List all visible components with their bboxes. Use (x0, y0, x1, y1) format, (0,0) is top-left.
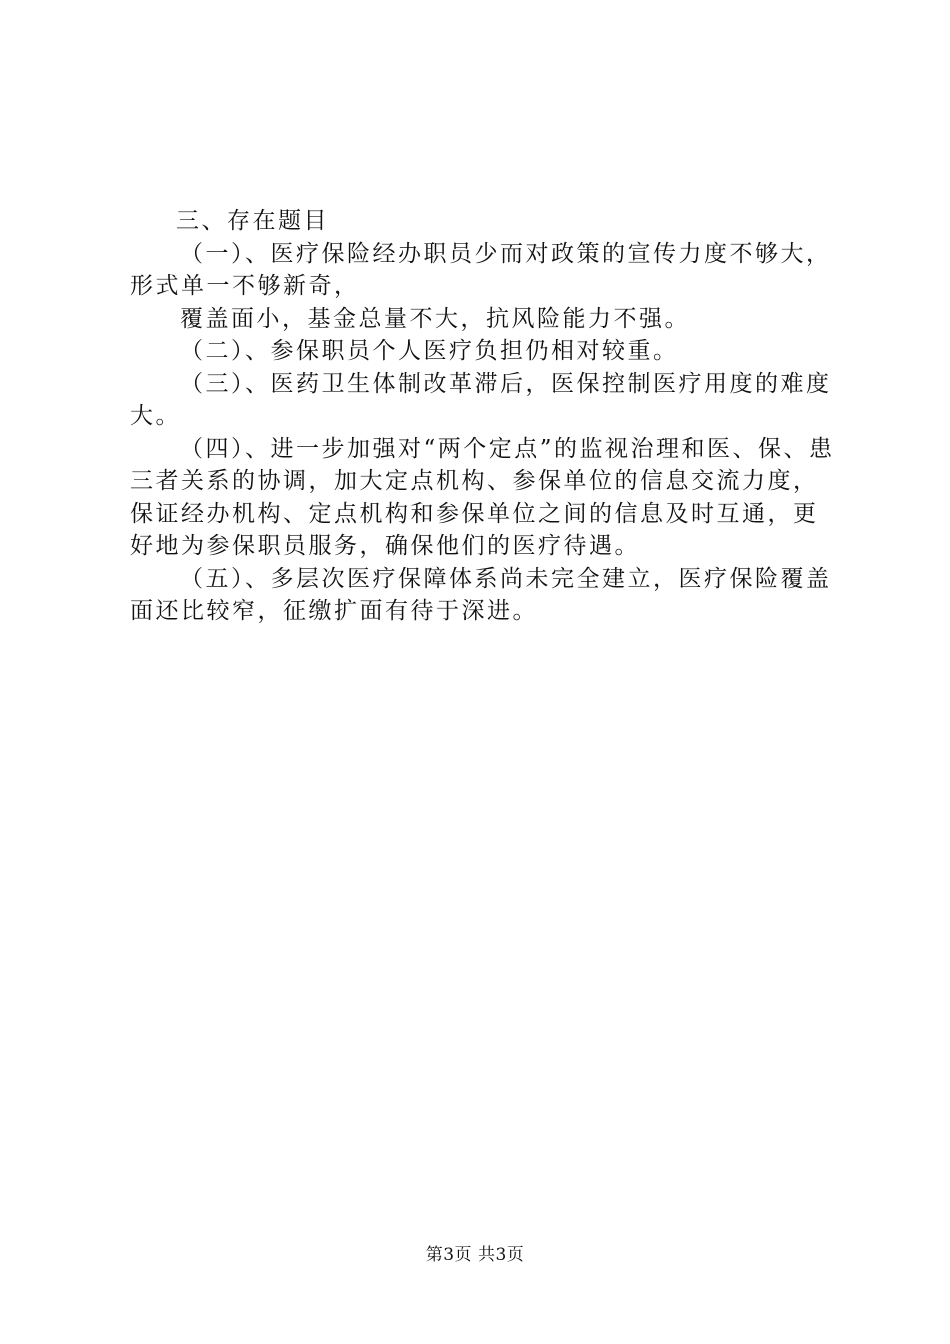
paragraph-1: （一）、医疗保险经办职员少而对政策的宣传力度不够大，形式单一不够新奇， (130, 240, 832, 299)
paragraph-6: （五）、多层次医疗保障体系尚未完全建立，医疗保险覆盖面还比较窄，征缴扩面有待于深进。 (130, 565, 832, 624)
paragraph-4: （三）、医药卫生体制改革滞后，医保控制医疗用度的难度大。 (130, 370, 832, 429)
paragraph-3: （二）、参保职员个人医疗负担仍相对较重。 (180, 338, 679, 364)
paragraph-5: （四）、进一步加强对“两个定点”的监视治理和医、保、患三者关系的协调，加大定点机构、参保单位的信息交流力度，保证经办机构、定点机构和参保单位之间的信息及时互通，更好地为参保职员服务，确保他们的医疗待遇。 (130, 435, 835, 559)
page-footer (0, 1243, 950, 1267)
section-heading: 三、存在题目 (176, 208, 329, 234)
page-number-label: 第3页 共3页 (425, 1245, 525, 1265)
paragraph-2: 覆盖面小，基金总量不大，抗风险能力不强。 (180, 305, 690, 332)
document-body (130, 205, 840, 628)
